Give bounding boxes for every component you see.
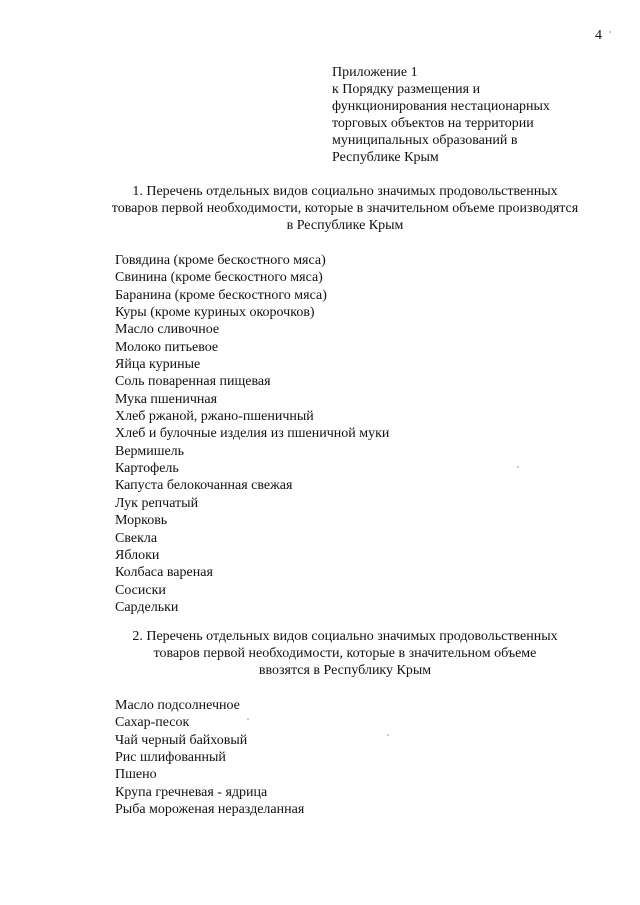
heading-line: 1. Перечень отдельных видов социально значимых продовольственных: [132, 184, 558, 199]
list-item: Свинина (кроме бескостного мяса): [115, 270, 323, 286]
list-item: Капуста белокочанная свежая: [115, 478, 293, 494]
scan-speck: [387, 734, 389, 736]
list-item: Сосиски: [115, 582, 166, 598]
list-item: Масло подсолнечное: [115, 698, 240, 713]
list-item: Мука пшеничная: [115, 391, 218, 407]
list-item: Картофель: [115, 461, 179, 477]
list-item: Свекла: [115, 530, 158, 546]
list-item: Яйца куриные: [115, 357, 201, 373]
list-item: Колбаса вареная: [115, 565, 213, 581]
list-item: Баранина (кроме бескостного мяса): [115, 287, 327, 303]
list-item: Соль поваренная пищевая: [115, 374, 271, 390]
list-item: Сахар-песок: [115, 715, 190, 731]
list-item: Куры (кроме куриных окорочков): [115, 305, 315, 321]
list-item: Молоко питьевое: [115, 339, 219, 355]
list-item: Чай черный байховый: [115, 732, 248, 748]
list-item: Хлеб ржаной, ржано-пшеничный: [115, 409, 314, 425]
list-item: Вермишель: [115, 443, 185, 459]
list-item: Яблоки: [115, 547, 160, 563]
list-item: Рис шлифованный: [115, 750, 226, 766]
list-item: Лук репчатый: [115, 495, 199, 511]
list-item: Говядина (кроме бескостного мяса): [115, 253, 326, 268]
appendix-line: муниципальных образований в: [332, 133, 518, 148]
heading-line: товаров первой необходимости, которые в значительном объеме производятся: [111, 201, 579, 216]
appendix-line: Приложение 1: [332, 65, 418, 80]
section2-list: [115, 697, 304, 818]
appendix-line: функционирования нестационарных: [332, 99, 550, 114]
heading-line: ввозятся в Республику Крым: [258, 663, 432, 678]
scan-speck: [609, 31, 611, 33]
scan-speck: [247, 718, 249, 720]
list-item: Морковь: [115, 513, 168, 529]
list-item: Рыба мороженая неразделанная: [115, 802, 305, 818]
section1-heading: [70, 183, 620, 234]
heading-line: 2. Перечень отдельных видов социально значимых продовольственных: [132, 629, 558, 644]
list-item: Крупа гречневая - ядрица: [115, 784, 268, 800]
appendix-line: к Порядку размещения и: [332, 82, 481, 97]
page-number: 4: [595, 28, 602, 43]
list-item: Сардельки: [115, 599, 179, 615]
heading-line: в Республике Крым: [286, 218, 404, 233]
section2-heading: [70, 628, 620, 679]
heading-line: товаров первой необходимости, которые в значительном объеме: [153, 646, 537, 661]
list-item: Пшено: [115, 767, 157, 783]
list-item: Масло сливочное: [115, 322, 220, 338]
scan-speck: [517, 466, 519, 468]
section1-list: [115, 252, 389, 616]
appendix-line: Республике Крым: [332, 150, 439, 165]
appendix-header: [332, 64, 612, 166]
list-item: Хлеб и булочные изделия из пшеничной муки: [115, 426, 390, 442]
appendix-line: торговых объектов на территории: [332, 116, 534, 131]
